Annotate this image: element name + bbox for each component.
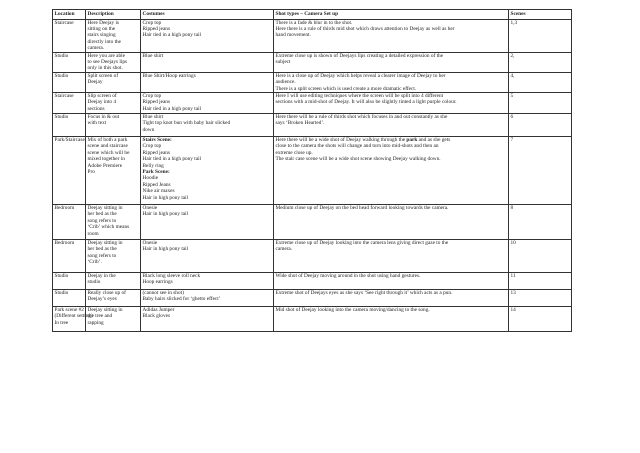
scenes-cell: 8 [509,204,572,239]
shot-line: Here there is a rule of thirds mid shot which draws attention to Deejay as well as her [275,25,455,32]
location-line: Staircase [54,19,74,26]
shot-line: Extreme shot of Deejays eyes as she says ‘See right through it’ which acts as a pun. [275,289,453,296]
location-line: Studio [54,52,69,59]
location-cell [53,19,86,52]
shot-line: Wide shot of Deejay moving around in the shot using hand gestures. [275,272,421,279]
costume-line: Baby hairs slicked for ‘ghetto effect’ [142,296,221,303]
location-line: (Different setting) [54,313,93,320]
costume-line: Blue shirt [142,113,164,120]
header-costumes: Costumes [141,10,274,20]
description-line: Split screen of [87,72,119,79]
shot-type-cell [274,272,509,289]
costumes-cell [141,204,274,239]
table-row [53,19,572,52]
table-row [53,72,572,92]
description-line: stairs singing [87,32,116,39]
table-row [53,92,572,113]
description-line: Here you are able [87,52,125,59]
costume-line: Hoop earrings [142,279,173,286]
description-cell [86,19,141,52]
description-line: only in this shot. [87,65,123,72]
description-line: Focus in & out [87,113,120,120]
scenes-cell: 14 [509,306,572,331]
description-line: studio [87,279,101,286]
shot-line: audience. [275,79,296,86]
description-cell [86,113,141,136]
description-line: Deejay sitting in [87,204,123,211]
shot-type-cell [274,113,509,136]
description-line: Adobe Premiere [87,162,123,169]
shot-line: Mid shot of Deejay looking into the camera moving/dancing to the song. [275,306,430,313]
costume-line: Hair in high pony tail [142,194,189,201]
shot-type-cell [274,239,509,272]
costume-line: Nike air maxes [142,188,175,195]
shot-line: Medium close up of Deejay on the bed head forward looking towards the camera. [275,204,449,211]
scenes-cell: 13 [509,289,572,306]
costumes-cell [141,289,274,306]
costume-line: Crop top [142,19,162,26]
location-line: Studio [54,113,69,120]
shot-line: camera. [275,246,293,253]
description-line: room [87,230,99,237]
costume-line: down [142,126,155,133]
location-cell [53,306,93,331]
description-cell [86,239,141,272]
costumes-cell [141,306,274,331]
costume-line: (cannot see in shot) [142,289,184,296]
costume-line: Tight top knot bun with baby hair slicked [142,120,231,127]
costume-line: Ripped Jeans [142,181,171,188]
scenes-cell: 2, [509,52,572,72]
shot-line: There is a split screen which is used create a more dramatic effect. [275,85,417,92]
shot-text: Here there will be a wide shot of Deejay walking through the [275,136,407,143]
shot-line: close to the camera the shots will change and turn into mid-shots and then an [275,143,439,150]
scenes-cell: 5 [509,92,572,113]
location-cell [53,52,86,72]
shot-line: says ‘Broken Hearted’. [275,120,325,127]
location-cell [53,72,86,92]
table-row [53,204,572,239]
location-line: Studio [54,272,69,279]
location-cell [53,113,86,136]
costume-line: Hair tied in a high pony tail [142,105,202,112]
table-row [53,239,572,272]
description-line: song refers to [87,252,117,259]
table-row [53,113,572,136]
shot-type-cell [274,72,509,92]
header-location: Location [53,10,86,20]
shot-line: extreme close up. [275,149,313,156]
shot-text: and as she gets [417,136,451,143]
costume-line: Onesie [142,239,158,246]
description-line: ‘Crib’. [87,259,102,266]
costumes-cell [141,136,274,204]
shot-line: subject [275,58,291,65]
description-line: the tree and [87,313,113,320]
costume-line: Stairs Scene: [142,136,172,143]
description-line: Slip screen of [87,92,117,99]
costume-line: Belly ring [142,162,164,169]
costume-line: Hoodie [142,175,159,182]
scenes-cell: 6 [509,113,572,136]
location-line: Staircase [54,92,74,99]
location-cell [53,136,86,204]
shot-type-cell [274,52,509,72]
table-row [53,52,572,72]
shot-text-bold: park [406,136,418,143]
location-line: In tree [54,319,69,326]
shot-type-cell [274,19,509,52]
shot-line: Extreme close up of Deejay looking into the camera lens giving direct gaze to the [275,239,449,246]
costume-line: Crop top [142,143,162,150]
location-cell [53,204,86,239]
costumes-cell [141,72,274,92]
table-body [53,19,572,331]
description-cell [86,272,141,289]
shot-type-cell [274,92,509,113]
table-row [53,306,572,331]
location-cell [53,92,86,113]
description-cell [86,52,141,72]
scenes-cell: 11 [509,272,572,289]
description-line: camera. [87,45,105,52]
description-line: Deejay into 4 [87,99,117,106]
description-cell [86,72,141,92]
costume-line: Onesie [142,204,158,211]
shot-line: Here there will be a rule of thirds shot which focuses in and out constantly as she [275,113,448,120]
location-line: Park/Staircase [54,136,85,143]
table-header-row [53,10,572,20]
costumes-cell [141,19,274,52]
costume-line: Ripped jeans [142,99,171,106]
description-line: sitting on the [87,25,116,32]
shot-type-cell [274,306,509,331]
costumes-cell [141,113,274,136]
costumes-cell [141,239,274,272]
costume-line: Hair tied in a high pony tail [142,32,202,39]
costume-line: Ripped jeans [142,149,171,156]
costume-line: Park Scene: [142,169,170,175]
location-line: Studio [54,289,69,296]
shot-line: Here I will use editing techniques where the screen will be split into 4 different [275,92,444,99]
location-cell [53,272,86,289]
description-line: with text [87,120,107,127]
costume-line: Black gloves [142,313,171,320]
description-line: Here Deejay is [87,19,119,26]
header-scenes: Scenes [509,10,572,20]
scenes-cell: 1,3 [509,19,572,52]
description-line: song refers to [87,217,117,224]
shot-line: Here is a close up of Deejay which helps reveal a clearer image of Deejay to her [275,72,446,79]
shot-list-table [52,9,572,332]
description-line: scene which will be [87,149,130,156]
shot-line: hand movement. [275,32,311,39]
costume-line: Blue Shirt/Hoop earrings [142,72,196,79]
location-line: Bedroom [54,239,75,246]
scenes-cell: 10 [509,239,572,272]
shot-line: The stair case scene will be a wide shot scene showing Deejay walking down. [275,156,441,163]
header-description: Description [86,10,141,20]
shot-line: Extreme close up is shown of Deejays lips creating a detailed expression of the [275,52,444,59]
description-line: Really close up of [87,289,126,296]
header-shot-types: Shot types – Camera Set up [274,10,509,20]
costume-line: Black long sleeve roll neck [142,272,201,279]
description-cell [86,289,141,306]
costumes-cell [141,272,274,289]
shot-line: There is a fade & blur in to the shot. [275,19,353,26]
description-line: her bed as the [87,246,117,253]
costumes-cell [141,92,274,113]
description-line: Deejay [87,79,103,86]
description-cell [86,136,141,204]
shot-type-cell [274,136,509,204]
location-line: Park scene #2 [54,306,84,313]
location-cell [53,289,86,306]
table-row [53,272,572,289]
description-cell [86,92,141,113]
shot-line: sections with a mid-shot of Deejay. It will also be slightly tinted a light purple colour. [275,99,457,106]
costume-line: Hair in high pony tail [142,246,189,253]
description-cell [86,204,141,239]
description-line: mixed together in [87,156,125,163]
scenes-cell: 4, [509,72,572,92]
description-line: scene and staircase [87,143,128,150]
costume-line: Crop top [142,92,162,99]
description-cell [86,306,141,331]
costume-line: Ripped jeans [142,25,171,32]
description-line: rapping [87,319,104,326]
shot-type-cell [274,204,509,239]
costume-line: Adidas Jumper [142,306,175,313]
description-line: Deejay in the [87,272,116,279]
description-line: Deejay’s eyes [87,296,117,303]
location-line: Bedroom [54,204,75,211]
description-line: Deejay sitting in [87,306,123,313]
scenes-cell: 7 [509,136,572,204]
description-line: ‘Crib’ which means [87,224,130,231]
location-cell [53,239,86,272]
costume-line: Blue shirt [142,52,164,59]
location-line: Studio [54,72,69,79]
costumes-cell [141,52,274,72]
table-row [53,289,572,306]
shot-type-cell [274,289,509,306]
description-line: Mix of both a park [87,136,128,143]
description-line: her bed as the [87,211,117,218]
description-line: directly into the [87,38,122,45]
costume-line: Hair tied in a high pony tail [142,156,202,163]
description-line: Deejay sitting in [87,239,123,246]
table-row [53,136,572,204]
description-line: to see Deejays lips [87,58,128,65]
description-line: sections [87,105,105,112]
costume-line: Hair in high pony tail [142,211,189,218]
description-line: Pro [87,169,95,175]
